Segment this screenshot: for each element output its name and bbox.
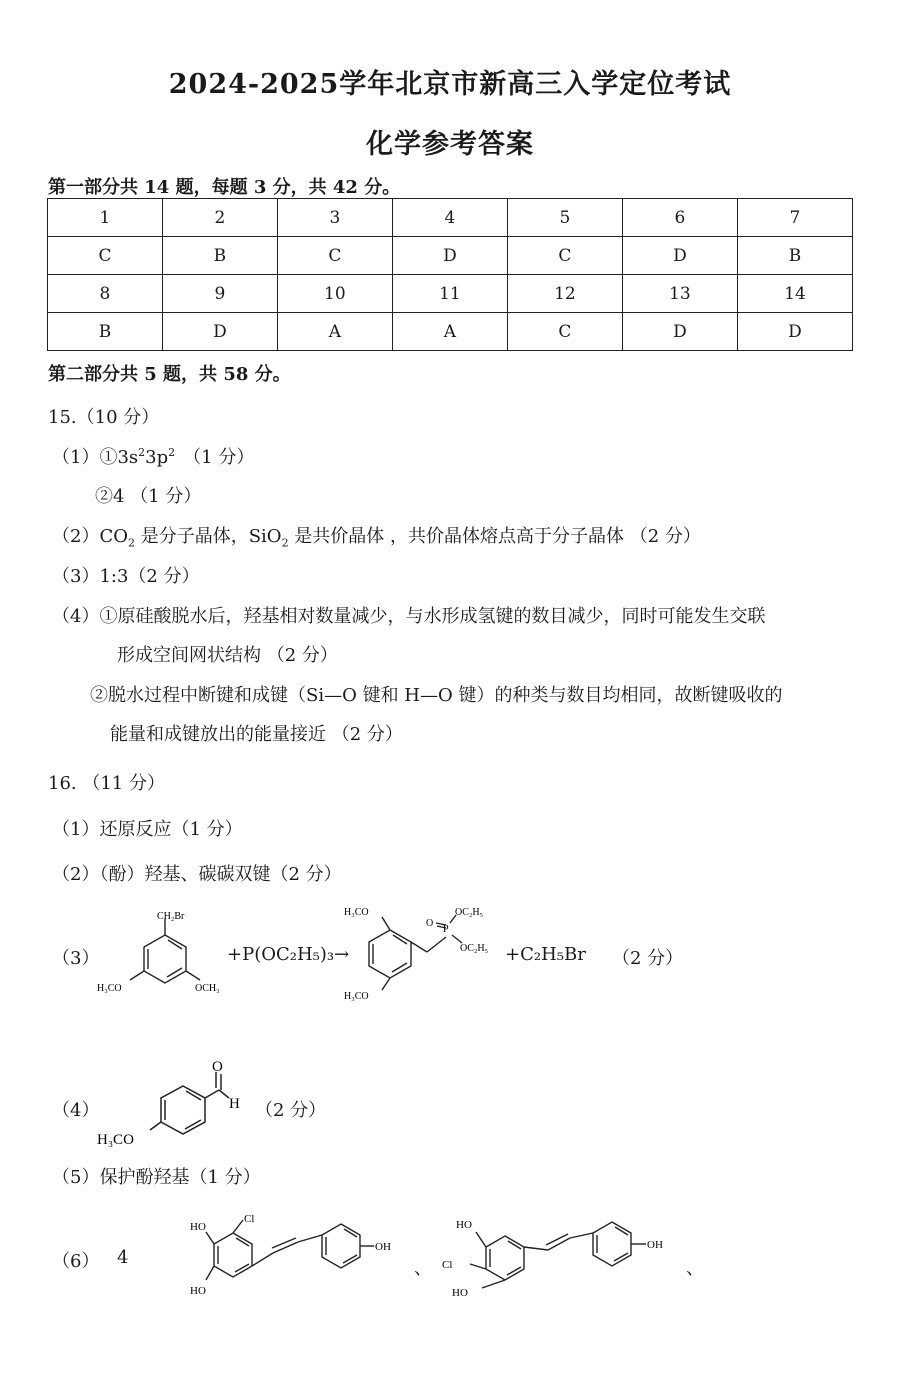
q16-answer-4-label: （4）: [52, 1100, 100, 1121]
methoxy-label: H₃CO: [97, 1132, 134, 1148]
answer-cell: D: [622, 313, 737, 351]
q16-answer-5: （5）保护酚羟基（1 分）: [52, 1167, 261, 1188]
p-label: P: [443, 924, 449, 935]
q15-a2-sub2: 2: [281, 536, 289, 550]
q15-a2-rest: 是共价晶体 ，共价晶体熔点高于分子晶体 （2 分）: [288, 526, 701, 547]
q16-answer-6-label: （6）: [52, 1251, 100, 1272]
answer-cell: D: [392, 237, 507, 275]
answer-cell: B: [48, 313, 163, 351]
question-number-row: [48, 275, 853, 313]
answer-cell: C: [507, 237, 622, 275]
isomer1-ho-top: HO: [190, 1221, 206, 1233]
question-number-cell: 2: [162, 199, 277, 237]
question-number-cell: 7: [737, 199, 852, 237]
question-number-cell: 3: [277, 199, 392, 237]
question-number-cell: 13: [622, 275, 737, 313]
isomer2-ho-bottom: HO: [452, 1287, 468, 1299]
q16-answer-3-score: （2 分）: [612, 948, 684, 969]
isomer2-cl: Cl: [442, 1259, 453, 1271]
q15-answer-4b-line1: ②脱水过程中断键和成键（Si—O 键和 H—O 键）的种类与数目均相同，故断键吸收的: [90, 685, 783, 706]
q15-a2-label: （2）CO: [52, 526, 128, 547]
part2-heading: 第二部分共 5 题，共 58 分。: [48, 364, 291, 385]
q15-answer-4-line1: （4）①原硅酸脱水后，羟基相对数量减少，与水形成氢键的数目减少，同时可能发生交联: [52, 606, 766, 627]
q16-answer-3-reagent: +P(OC₂H₅)₃→: [227, 944, 350, 965]
q15-answer-4b-line2: 能量和成键放出的能量接近 （2 分）: [110, 724, 403, 745]
q15-answer-3: （3）1:3（2 分）: [52, 566, 200, 587]
aldehyde-h-label: H: [229, 1096, 240, 1112]
question-number-cell: 14: [737, 275, 852, 313]
isomer-structure-2: [440, 1208, 685, 1303]
q16-answer-2: （2）（酚）羟基、碳碳双键（2 分）: [52, 864, 342, 885]
h3co-label-left: H₃CO: [97, 983, 122, 994]
q16-answer-1: （1）还原反应（1 分）: [52, 819, 243, 840]
isomer1-ho-bottom: HO: [190, 1285, 206, 1297]
h3co-label-bottom: H₃CO: [344, 991, 369, 1002]
answer-cell: A: [392, 313, 507, 351]
question-number-cell: 11: [392, 275, 507, 313]
isomer1-cl: Cl: [244, 1213, 255, 1225]
question-number-cell: 12: [507, 275, 622, 313]
answer-cell: B: [162, 237, 277, 275]
isomer-structure-1: [188, 1208, 418, 1303]
answer-cell: D: [162, 313, 277, 351]
q15-a1-sup2: 2: [168, 446, 176, 459]
och3-label-right: OCH₃: [195, 983, 220, 994]
question-number-cell: 9: [162, 275, 277, 313]
separator-2: 、: [686, 1258, 704, 1279]
ch2br-label: CH₂Br: [157, 911, 185, 922]
answer-cell: C: [507, 313, 622, 351]
q16-header: 16. （11 分）: [48, 773, 165, 794]
q15-header: 15.（10 分）: [48, 407, 160, 428]
q15-answer-1b: ②4 （1 分）: [95, 486, 202, 507]
q16-answer-3-label: （3）: [52, 948, 100, 969]
q15-a1-score: （1 分）: [183, 447, 255, 468]
q15-answer-4-line2: 形成空间网状结构 （2 分）: [117, 645, 338, 666]
isomer2-ho-top: HO: [456, 1219, 472, 1231]
question-number-cell: 4: [392, 199, 507, 237]
q15-answer-2: [52, 522, 701, 550]
reactant-structure-benzyl-bromide: [95, 905, 235, 1000]
oc2h5-label-bottom: OC₂H₅: [460, 943, 489, 954]
document-subtitle: 化学参考答案: [366, 129, 534, 160]
aldehyde-o-label: O: [212, 1059, 223, 1075]
q15-a2-sub1: 2: [127, 536, 135, 550]
answer-row: [48, 313, 853, 351]
question-number-cell: 1: [48, 199, 163, 237]
answer-cell: B: [737, 237, 852, 275]
q15-a2-mid: 是分子晶体，SiO: [134, 526, 282, 547]
o-double-label: O: [426, 918, 434, 929]
separator-1: 、: [414, 1258, 432, 1279]
question-number-cell: 8: [48, 275, 163, 313]
q15-answer-1: [52, 443, 254, 469]
isomer1-oh: OH: [375, 1241, 391, 1253]
question-number-cell: 6: [622, 199, 737, 237]
h3co-label-top: H₃CO: [344, 907, 369, 918]
answer-cell: C: [48, 237, 163, 275]
answer-table: [47, 198, 853, 351]
question-number-cell: 10: [277, 275, 392, 313]
question-number-cell: 5: [507, 199, 622, 237]
question-number-row: [48, 199, 853, 237]
answer-cell: D: [622, 237, 737, 275]
structure-4-methoxybenzaldehyde: [95, 1058, 255, 1150]
document-title: 2024-2025学年北京市新高三入学定位考试: [168, 69, 732, 100]
q15-a1-sup1: 2: [138, 446, 146, 459]
answer-row: [48, 237, 853, 275]
q16-answer-4-score: （2 分）: [255, 1100, 327, 1121]
answer-cell: C: [277, 237, 392, 275]
q15-a1-label: （1）①3s: [52, 447, 139, 468]
q15-a1-mid: 3p: [145, 447, 169, 468]
answer-cell: D: [737, 313, 852, 351]
answer-cell: A: [277, 313, 392, 351]
q16-answer-6-count: 4: [117, 1247, 129, 1268]
oc2h5-label-top: OC₂H₅: [455, 907, 484, 918]
isomer2-oh: OH: [647, 1239, 663, 1251]
product-structure-phosphonate: [342, 895, 507, 1005]
q16-answer-3-byproduct: +C₂H₅Br: [505, 944, 586, 965]
part1-heading: 第一部分共 14 题，每题 3 分，共 42 分。: [48, 177, 401, 198]
